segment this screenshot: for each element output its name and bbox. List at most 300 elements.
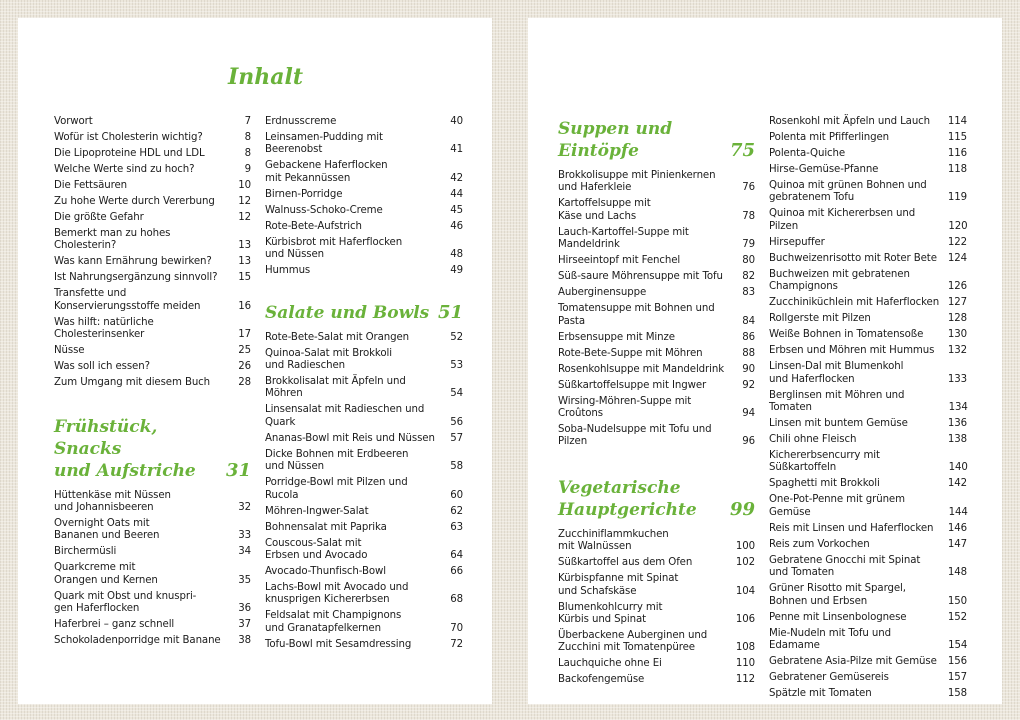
toc-entry [265,449,463,474]
toc-entry [769,418,967,430]
toc-entry-page: 70 [450,622,463,634]
toc-entry-page: 36 [238,603,251,615]
toc-entry [265,205,463,217]
toc-entry-page: 66 [450,566,463,578]
toc-entry-title: Transfette und Konservierungsstoffe meiden [54,288,201,312]
toc-entry-page: 44 [450,188,463,200]
toc-entry [54,591,251,616]
toc-entry-page: 92 [742,379,755,391]
toc-entry-title: Walnuss-Schoko-Creme [265,204,383,216]
toc-entry [769,583,967,608]
section-page: 75 [729,140,755,161]
right-column-1 [558,118,755,690]
toc-entry [558,198,755,223]
toc-entry-title: Kürbisbrot mit Haferflocken und Nüssen [265,236,403,261]
toc-entry [769,450,967,475]
toc-entry-page: 72 [450,638,463,650]
toc-entry-title: Kartoffelsuppe mit Käse und Lachs [558,198,651,222]
toc-entry-page: 41 [450,144,463,156]
toc-entry [769,494,967,519]
toc-entry-page: 76 [742,182,755,194]
toc-entry-title: Erbsen und Möhren mit Hummus [769,345,935,357]
toc-entry-title: Tomatensuppe mit Bohnen und Pasta [558,303,715,327]
toc-entry-title: Polenta-Quiche [769,148,846,159]
toc-entry [54,490,251,515]
toc-entry-page: 33 [238,530,251,542]
toc-entry [558,380,755,392]
toc-list-intro [54,116,251,390]
toc-entry-title: Overnight Oats mit Bananen und Beeren [54,518,160,542]
toc-entry [54,635,251,647]
section-heading-salate [265,302,463,324]
toc-entry-page: 108 [735,642,755,654]
toc-entry-page: 34 [238,546,251,558]
toc-entry [54,116,251,128]
toc-entry [54,256,251,268]
toc-entry-title: Erdnusscreme [265,116,337,127]
toc-entry [769,208,967,233]
toc-entry-page: 157 [947,672,967,684]
toc-entry-page: 25 [238,345,251,357]
toc-entry-page: 86 [742,331,755,343]
toc-entry-title: Welche Werte sind zu hoch? [54,164,195,175]
section-heading-fruehstueck [54,416,251,482]
section-heading-vegetarisch [558,477,755,521]
toc-entry-title: Die Lipoproteine HDL und LDL [54,148,205,159]
left-column-1 [54,116,251,651]
section-title: Frühstück, Snacks und Aufstriche [54,416,196,481]
toc-entry-page: 110 [735,658,755,670]
toc-entry-title: Schokoladenporridge mit Banane [54,635,221,647]
toc-entry-page: 13 [238,256,251,268]
toc-entry-page: 68 [450,594,463,606]
toc-entry-title: Ist Nahrungsergänzung sinnvoll? [54,272,218,284]
toc-entry-page: 52 [450,331,463,343]
section-title: Vegetarische Hauptgerichte [558,477,697,520]
toc-entry [769,253,967,265]
toc-entry-page: 45 [450,204,463,216]
toc-entry-page: 122 [947,236,967,248]
toc-entry-title: Die größte Gefahr [54,212,144,223]
toc-entry [54,361,251,373]
toc-entry-page: 150 [947,595,967,607]
toc-entry-page: 57 [450,432,463,444]
toc-entry [54,228,251,253]
toc-entry [265,265,463,277]
toc-entry [558,674,755,686]
toc-entry [265,332,463,344]
toc-entry-title: Quarkcreme mit Orangen und Kernen [54,562,158,586]
toc-entry-title: Soba-Nudelsuppe mit Tofu und Pilzen [558,424,712,448]
toc-entry-page: 136 [947,418,967,430]
toc-entry-page: 115 [947,132,967,143]
toc-entry-title: Backofengemüse [558,674,645,686]
toc-entry-page: 130 [947,329,967,341]
toc-entry-title: Blumenkohlcurry mit Kürbis und Spinat [558,601,663,626]
toc-entry-page: 40 [450,116,463,127]
toc-entry-title: Gebratene Gnocchi mit Spinat und Tomaten [769,554,921,579]
toc-entry-page: 8 [244,148,251,159]
toc-entry-page: 64 [450,550,463,562]
toc-list-vegetarisch [558,529,755,687]
toc-entry [769,523,967,535]
toc-entry [769,237,967,249]
toc-entry-page: 90 [742,363,755,375]
toc-entry [265,221,463,233]
toc-entry [769,164,967,176]
toc-entry [265,160,463,185]
toc-entry [54,562,251,587]
toc-entry-page: 12 [238,196,251,207]
section-page: 99 [729,498,755,520]
toc-entry-page: 154 [948,640,968,652]
section-page: 31 [225,459,251,481]
toc-entry-title: Zucchiniküchlein mit Haferflocken [769,297,940,309]
toc-entry [265,538,463,563]
toc-entry-title: Spätzle mit Tomaten [769,688,872,700]
toc-entry-page: 79 [742,239,755,251]
toc-entry [558,170,755,195]
toc-entry [265,582,463,607]
toc-entry [769,148,967,160]
toc-entry-title: Lauchquiche ohne Ei [558,658,662,670]
toc-entry [54,619,251,631]
toc-entry-page: 78 [742,210,755,222]
section-heading-suppen [558,118,755,162]
right-page [528,18,1002,704]
toc-entry [54,212,251,224]
toc-entry-page: 138 [947,434,967,446]
toc-entry [769,688,967,700]
toc-entry [265,237,463,262]
toc-entry-page: 82 [742,271,755,283]
toc-entry [769,116,967,128]
toc-entry-title: Wofür ist Cholesterin wichtig? [54,132,203,143]
toc-entry [265,610,463,635]
toc-entry-title: Rosenkohl mit Äpfeln und Lauch [769,116,931,127]
toc-entry-title: Erbsensuppe mit Minze [558,331,675,343]
toc-list-fruehstueck [54,490,251,648]
toc-entry [769,628,967,653]
toc-entry-page: 48 [450,249,463,261]
toc-entry [265,348,463,373]
toc-entry-title: Gebratener Gemüsereis [769,672,889,684]
section-page: 51 [437,301,463,323]
toc-entry [769,612,967,624]
toc-entry [265,522,463,534]
toc-title: Inhalt [228,64,304,90]
toc-entry-page: 62 [450,505,463,517]
toc-entry [265,132,463,157]
toc-entry [54,196,251,208]
toc-entry-title: Zu hohe Werte durch Vererbung [54,196,215,207]
toc-entry [54,180,251,192]
toc-entry-page: 133 [947,373,967,385]
toc-entry-page: 37 [238,619,251,631]
toc-entry-title: Überbackene Auberginen und Zucchini mit Tomatenpüree [558,630,708,654]
section-title: Salate und Bowls [265,302,430,323]
toc-entry [265,639,463,651]
toc-entry-page: 119 [947,192,967,204]
toc-entry-title: Nüsse [54,345,85,357]
toc-entry-title: Zucchiniflammkuchen mit Walnüssen [558,528,669,553]
toc-entry-title: Haferbrei – ganz schnell [54,619,175,631]
toc-entry-page: 63 [450,521,463,533]
toc-list-fruehstueck-cont [265,116,463,278]
toc-entry-page: 100 [735,541,755,553]
toc-entry-title: Berglinsen mit Möhren und Tomaten [769,389,905,414]
toc-entry-title: Linsen-Dal mit Blumenkohl und Haferflocken [769,361,904,385]
toc-entry-title: Leinsamen-Pudding mit Beerenobst [265,132,383,156]
toc-entry-page: 144 [948,506,968,518]
toc-entry [769,180,967,205]
toc-entry-title: Hirseeintopf mit Fenchel [558,255,681,267]
toc-entry-page: 13 [238,240,251,252]
toc-entry [54,377,251,389]
toc-entry-title: Spaghetti mit Brokkoli [769,478,880,490]
toc-entry-page: 106 [735,614,755,626]
toc-entry-page: 134 [948,402,968,414]
toc-entry-page: 42 [450,172,463,184]
toc-entry-page: 94 [742,408,755,420]
toc-entry-title: Linsen mit buntem Gemüse [769,418,908,430]
right-column-2 [769,116,967,704]
toc-entry [558,602,755,627]
toc-entry-page: 102 [735,557,755,569]
toc-entry-page: 32 [238,502,251,514]
toc-entry-title: Brokkolisuppe mit Pinienkernen und Haferkleie [558,170,716,194]
toc-entry-title: Süßkartoffel aus dem Ofen [558,557,693,569]
toc-entry [54,317,251,342]
toc-entry [558,573,755,598]
toc-entry-title: Möhren-Ingwer-Salat [265,505,369,517]
toc-entry-page: 56 [450,416,463,428]
toc-entry [54,148,251,160]
toc-entry-title: Feldsalat mit Champignons und Granatapfelkernen [265,610,402,634]
toc-entry-title: Avocado-Thunfisch-Bowl [265,566,386,578]
toc-entry-page: 28 [238,377,251,389]
toc-entry-title: Penne mit Linsenbolognese [769,611,907,623]
toc-entry [769,672,967,684]
toc-entry-page: 156 [947,656,967,668]
toc-entry-page: 140 [948,462,968,474]
toc-entry [558,255,755,267]
toc-entry-title: Wirsing-Möhren-Suppe mit Croûtons [558,395,692,420]
toc-entry-title: Lauch-Kartoffel-Suppe mit Mandeldrink [558,226,689,251]
toc-entry-page: 132 [947,345,967,357]
toc-entry-page: 104 [735,585,755,597]
left-column-2 [265,116,463,655]
toc-entry [265,189,463,201]
toc-entry-title: Rote-Bete-Aufstrich [265,220,362,232]
toc-entry-page: 83 [742,287,755,299]
toc-entry-page: 58 [450,461,463,473]
toc-entry-title: Weiße Bohnen in Tomatensoße [769,329,924,341]
toc-entry-page: 147 [947,538,967,550]
toc-entry-title: Quark mit Obst und knuspri- gen Haferflocken [54,590,197,615]
toc-entry-title: One-Pot-Penne mit grünem Gemüse [769,494,905,518]
toc-entry-title: Zum Umgang mit diesem Buch [54,377,211,389]
toc-entry [54,164,251,176]
toc-entry [558,396,755,421]
toc-entry [769,297,967,309]
toc-entry-page: 35 [238,574,251,586]
section-title: Suppen und Eintöpfe [558,119,673,161]
toc-entry-title: Dicke Bohnen mit Erdbeeren und Nüssen [265,448,409,473]
toc-entry-page: 9 [244,164,251,175]
toc-list-vegetarisch-cont [769,116,967,700]
toc-entry [558,557,755,569]
toc-entry-title: Rollgerste mit Pilzen [769,313,871,325]
toc-entry-title: Quinoa-Salat mit Brokkoli und Radieschen [265,347,392,372]
toc-entry-page: 116 [947,148,967,159]
toc-entry-page: 148 [947,567,967,579]
toc-entry [265,376,463,401]
toc-entry [769,269,967,294]
toc-entry [558,227,755,252]
toc-entry-title: Ananas-Bowl mit Reis und Nüssen [265,432,435,444]
toc-entry [769,345,967,357]
toc-entry [769,132,967,144]
toc-entry-page: 127 [947,297,967,309]
toc-entry-title: Reis mit Linsen und Haferflocken [769,522,934,534]
toc-entry-title: Quinoa mit Kichererbsen und Pilzen [769,208,916,232]
toc-entry [54,288,251,313]
toc-entry [558,303,755,328]
toc-entry-title: Brokkolisalat mit Äpfeln und Möhren [265,376,406,400]
toc-entry-title: Couscous-Salat mit Erbsen und Avocado [265,537,368,562]
toc-entry-page: 158 [947,688,967,700]
toc-entry-page: 118 [947,164,967,175]
toc-entry [265,506,463,518]
toc-entry-title: Was kann Ernährung bewirken? [54,256,212,268]
toc-entry [558,424,755,449]
toc-entry-title: Mie-Nudeln mit Tofu und Edamame [769,627,891,652]
toc-entry-page: 80 [742,255,755,267]
toc-list-suppen [558,170,755,449]
toc-entry-page: 17 [238,329,251,341]
toc-entry-page: 49 [450,265,463,277]
toc-entry-title: Kichererbsencurry mit Süßkartoffeln [769,450,880,474]
toc-entry-page: 96 [742,436,755,448]
toc-entry-title: Gebackene Haferflocken mit Pekannüssen [265,160,388,184]
toc-entry [558,332,755,344]
toc-entry-page: 114 [947,116,967,127]
toc-entry [769,656,967,668]
toc-entry [769,478,967,490]
toc-entry-title: Auberginensuppe [558,287,647,299]
toc-entry [558,529,755,554]
toc-entry-page: 15 [238,272,251,284]
toc-entry [265,116,463,128]
toc-entry-page: 124 [947,252,967,264]
toc-entry-page: 46 [450,220,463,232]
toc-entry-page: 152 [947,611,967,623]
toc-entry-title: Süßkartoffelsuppe mit Ingwer [558,379,707,391]
toc-entry [54,518,251,543]
toc-entry-title: Was hilft: natürliche Cholesterinsenker [54,316,154,341]
toc-entry-page: 88 [742,347,755,359]
toc-entry-title: Porridge-Bowl mit Pilzen und Rucola [265,477,408,501]
toc-entry [54,132,251,144]
toc-entry-page: 84 [742,315,755,327]
toc-entry-title: Linsensalat mit Radieschen und Quark [265,404,425,428]
toc-entry [558,348,755,360]
toc-entry-title: Reis zum Vorkochen [769,538,870,550]
toc-entry [769,539,967,551]
toc-entry-title: Buchweizenrisotto mit Roter Bete [769,252,937,264]
toc-entry-title: Bohnensalat mit Paprika [265,521,387,533]
toc-entry-page: 142 [947,478,967,490]
toc-entry-title: Lachs-Bowl mit Avocado und knusprigen Kichererbsen [265,582,409,606]
toc-entry-title: Grüner Risotto mit Spargel, Bohnen und Erbsen [769,583,906,607]
toc-entry-title: Hummus [265,265,311,277]
toc-entry-title: Hirse-Gemüse-Pfanne [769,164,879,175]
toc-list-salate [265,332,463,652]
toc-entry-title: Bemerkt man zu hohes Cholesterin? [54,228,171,252]
toc-entry-page: 7 [244,116,251,127]
toc-entry-title: Buchweizen mit gebratenen Champignons [769,268,910,293]
toc-entry-title: Birchermüsli [54,546,117,558]
toc-entry-title: Süß-saure Möhrensuppe mit Tofu [558,271,723,283]
toc-entry [558,630,755,655]
toc-entry-page: 53 [450,360,463,372]
toc-entry-page: 8 [244,132,251,143]
toc-entry-page: 38 [238,635,251,647]
toc-entry-page: 26 [238,361,251,373]
toc-entry-page: 54 [450,388,463,400]
toc-entry-title: Hirsepuffer [769,236,825,248]
toc-entry [265,433,463,445]
toc-entry [265,477,463,502]
toc-entry-page: 120 [948,220,968,232]
toc-entry [769,361,967,386]
toc-entry [769,390,967,415]
toc-entry-title: Kürbispfanne mit Spinat und Schafskäse [558,573,679,597]
toc-entry [769,329,967,341]
toc-entry-title: Rote-Bete-Suppe mit Möhren [558,347,703,359]
toc-entry-title: Chili ohne Fleisch [769,434,857,446]
toc-entry-title: Die Fettsäuren [54,180,128,191]
toc-entry-page: 126 [947,281,967,293]
toc-entry-title: Quinoa mit grünen Bohnen und gebratenem Tofu [769,180,927,204]
toc-entry [558,658,755,670]
toc-entry-page: 10 [238,180,251,191]
toc-entry [769,313,967,325]
toc-entry-title: Polenta mit Pfifferlingen [769,132,890,143]
toc-entry-page: 128 [947,313,967,325]
toc-entry-title: Tofu-Bowl mit Sesamdressing [265,638,412,650]
toc-entry [558,364,755,376]
toc-entry [769,434,967,446]
toc-entry-page: 60 [450,489,463,501]
toc-entry [265,566,463,578]
toc-entry-title: Birnen-Porridge [265,188,343,200]
toc-entry [54,546,251,558]
toc-entry-title: Rote-Bete-Salat mit Orangen [265,331,410,343]
toc-entry-title: Was soll ich essen? [54,361,150,373]
toc-entry-page: 146 [947,522,967,534]
toc-entry [54,272,251,284]
toc-entry-title: Hüttenkäse mit Nüssen und Johannisbeeren [54,489,171,514]
toc-entry [54,345,251,357]
toc-entry [769,555,967,580]
toc-entry-page: 112 [735,674,755,686]
toc-entry-page: 16 [238,300,251,312]
left-page [18,18,492,704]
toc-entry-title: Gebratene Asia-Pilze mit Gemüse [769,656,937,668]
toc-entry [558,271,755,283]
